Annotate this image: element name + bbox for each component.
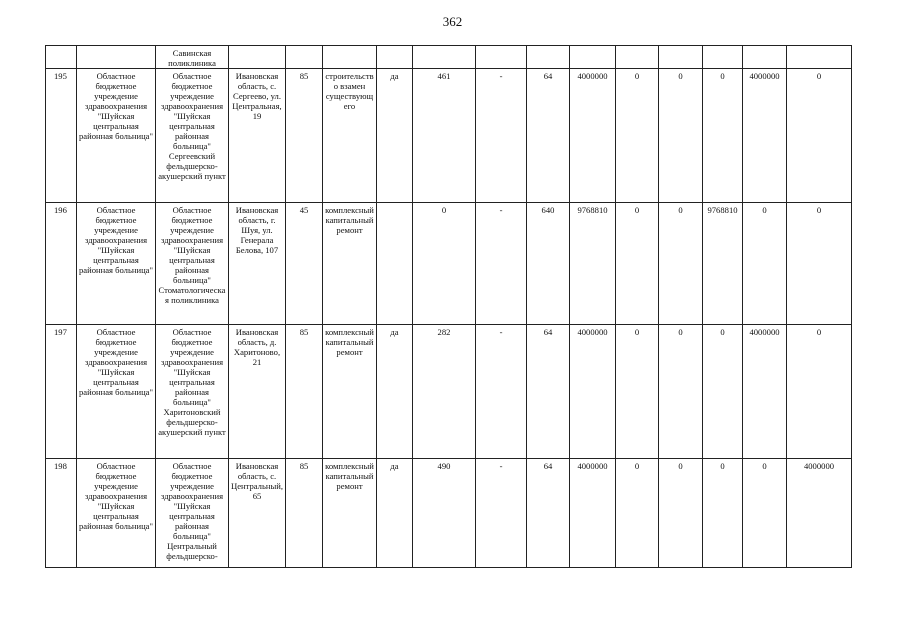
cell-num: 196 bbox=[46, 203, 77, 325]
cell-c7 bbox=[377, 46, 413, 69]
cell-c12 bbox=[616, 46, 659, 69]
cell-c13: 0 bbox=[659, 325, 703, 459]
cell-num: 195 bbox=[46, 69, 77, 203]
table-row bbox=[46, 325, 852, 459]
cell-c7: да bbox=[377, 325, 413, 459]
cell-c14: 0 bbox=[703, 459, 743, 568]
cell-address bbox=[229, 46, 286, 69]
cell-c15: 4000000 bbox=[743, 69, 787, 203]
table-body bbox=[46, 46, 852, 568]
cell-institution: Областное бюджетное учреждение здравоохранения "Шуйская центральная районная больница" Харитоновский фельдшерско-акушерский пункт bbox=[156, 325, 229, 459]
cell-address: Ивановская область, с. Центральный, 65 bbox=[229, 459, 286, 568]
cell-c15: 0 bbox=[743, 459, 787, 568]
cell-c16 bbox=[787, 46, 852, 69]
cell-org: Областное бюджетное учреждение здравоохранения "Шуйская центральная районная больница" bbox=[77, 325, 156, 459]
cell-c5: 45 bbox=[286, 203, 323, 325]
cell-num: 198 bbox=[46, 459, 77, 568]
cell-address: Ивановская область, с. Сергеево, ул. Центральная, 19 bbox=[229, 69, 286, 203]
cell-c10 bbox=[527, 46, 570, 69]
cell-c9: - bbox=[476, 69, 527, 203]
cell-c13 bbox=[659, 46, 703, 69]
cell-c8 bbox=[413, 46, 476, 69]
cell-c7: да bbox=[377, 459, 413, 568]
cell-c10: 640 bbox=[527, 203, 570, 325]
cell-c10: 64 bbox=[527, 459, 570, 568]
cell-num: 197 bbox=[46, 325, 77, 459]
cell-c9 bbox=[476, 46, 527, 69]
cell-work-type: комплексный капитальный ремонт bbox=[323, 459, 377, 568]
cell-c8: 282 bbox=[413, 325, 476, 459]
cell-c8: 490 bbox=[413, 459, 476, 568]
cell-c8: 461 bbox=[413, 69, 476, 203]
cell-c9: - bbox=[476, 325, 527, 459]
cell-work-type bbox=[323, 46, 377, 69]
cell-c11: 4000000 bbox=[570, 69, 616, 203]
cell-address: Ивановская область, д. Харитоново, 21 bbox=[229, 325, 286, 459]
table-row bbox=[46, 459, 852, 568]
cell-c16: 0 bbox=[787, 69, 852, 203]
cell-c14: 0 bbox=[703, 325, 743, 459]
cell-c13: 0 bbox=[659, 69, 703, 203]
cell-c9: - bbox=[476, 459, 527, 568]
table-row bbox=[46, 203, 852, 325]
cell-c16: 0 bbox=[787, 325, 852, 459]
cell-c16: 0 bbox=[787, 203, 852, 325]
cell-c14: 0 bbox=[703, 69, 743, 203]
cell-institution: Областное бюджетное учреждение здравоохранения "Шуйская центральная районная больница" Стоматологическая поликлиника bbox=[156, 203, 229, 325]
cell-c10: 64 bbox=[527, 69, 570, 203]
cell-c15 bbox=[743, 46, 787, 69]
document-table bbox=[45, 45, 852, 568]
cell-c5 bbox=[286, 46, 323, 69]
cell-c12: 0 bbox=[616, 459, 659, 568]
page-number: 362 bbox=[442, 14, 463, 29]
cell-c11: 9768810 bbox=[570, 203, 616, 325]
cell-c10: 64 bbox=[527, 325, 570, 459]
cell-c14: 9768810 bbox=[703, 203, 743, 325]
cell-org: Областное бюджетное учреждение здравоохранения "Шуйская центральная районная больница" bbox=[77, 459, 156, 568]
cell-c12: 0 bbox=[616, 325, 659, 459]
cell-c12: 0 bbox=[616, 203, 659, 325]
cell-c5: 85 bbox=[286, 325, 323, 459]
cell-c13: 0 bbox=[659, 459, 703, 568]
cell-c16: 4000000 bbox=[787, 459, 852, 568]
cell-c13: 0 bbox=[659, 203, 703, 325]
cell-c5: 85 bbox=[286, 459, 323, 568]
cell-c11: 4000000 bbox=[570, 459, 616, 568]
cell-c7: да bbox=[377, 69, 413, 203]
cell-c8: 0 bbox=[413, 203, 476, 325]
cell-c15: 4000000 bbox=[743, 325, 787, 459]
cell-c7 bbox=[377, 203, 413, 325]
cell-institution: Областное бюджетное учреждение здравоохранения "Шуйская центральная районная больница" Центральный фельдшерско- bbox=[156, 459, 229, 568]
cell-institution: Областное бюджетное учреждение здравоохранения "Шуйская центральная районная больница" Сергеевский фельдшерско-акушерский пункт bbox=[156, 69, 229, 203]
cell-c5: 85 bbox=[286, 69, 323, 203]
cell-org: Областное бюджетное учреждение здравоохранения "Шуйская центральная районная больница" bbox=[77, 69, 156, 203]
cell-work-type: комплексный капитальный ремонт bbox=[323, 203, 377, 325]
cell-institution: Савинская поликлиника bbox=[156, 46, 229, 69]
cell-work-type: строительство взамен существующего bbox=[323, 69, 377, 203]
table-row-continuation bbox=[46, 46, 852, 69]
cell-c12: 0 bbox=[616, 69, 659, 203]
cell-address: Ивановская область, г. Шуя, ул. Генерала Белова, 107 bbox=[229, 203, 286, 325]
cell-c15: 0 bbox=[743, 203, 787, 325]
cell-c11 bbox=[570, 46, 616, 69]
cell-org: Областное бюджетное учреждение здравоохранения "Шуйская центральная районная больница" bbox=[77, 203, 156, 325]
cell-c11: 4000000 bbox=[570, 325, 616, 459]
cell-work-type: комплексный капитальный ремонт bbox=[323, 325, 377, 459]
cell-c9: - bbox=[476, 203, 527, 325]
cell-c14 bbox=[703, 46, 743, 69]
table-row bbox=[46, 69, 852, 203]
cell-org bbox=[77, 46, 156, 69]
cell-num bbox=[46, 46, 77, 69]
